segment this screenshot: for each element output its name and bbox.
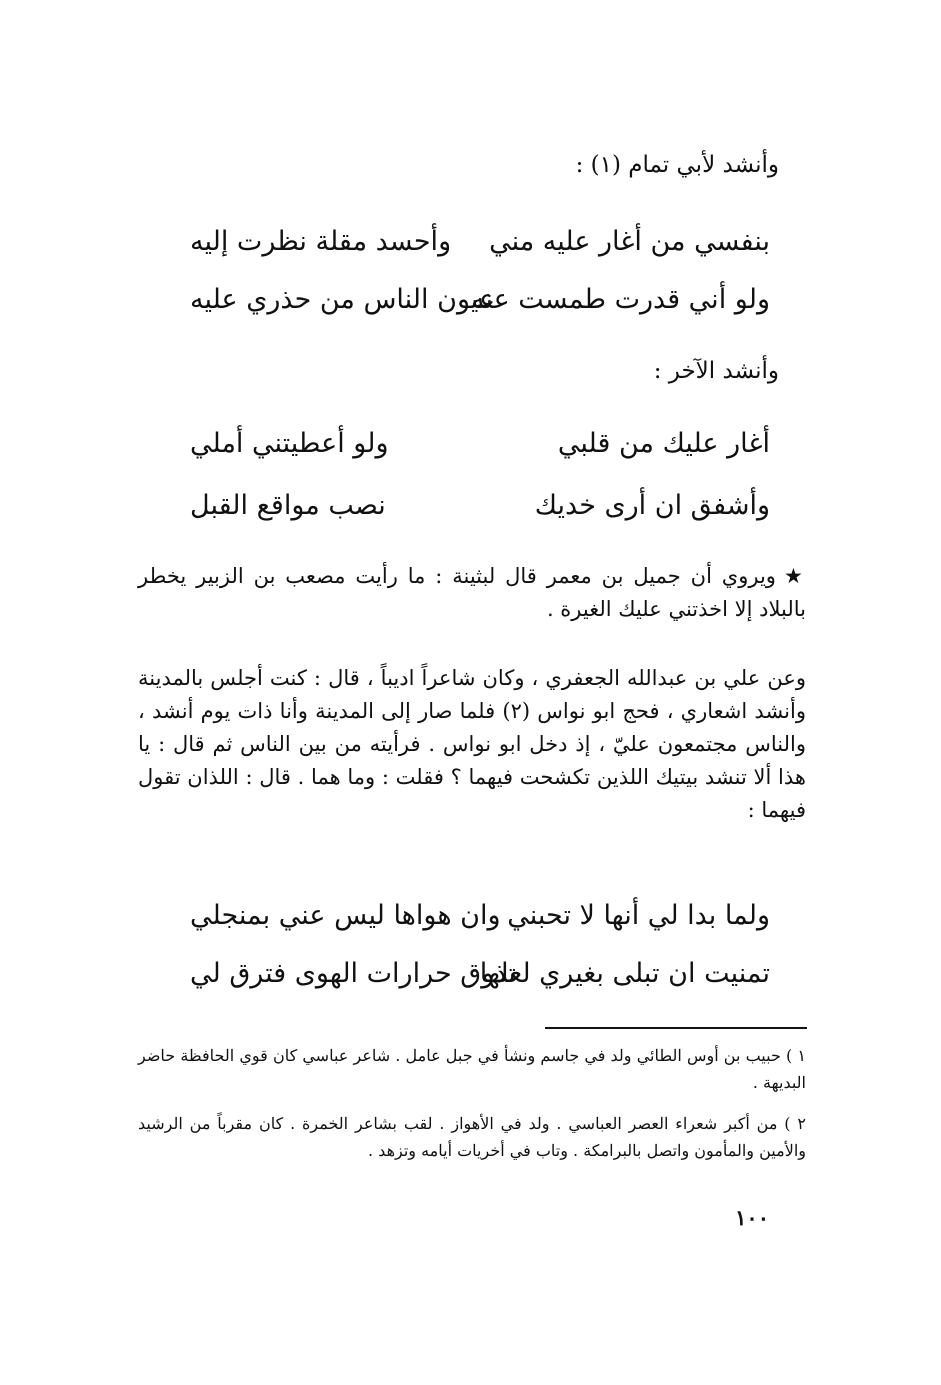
- verse-second-hemistich: نصب مواقع القبل: [190, 490, 386, 521]
- verse-second-hemistich: وأحسد مقلة نظرت إليه: [190, 226, 452, 257]
- intro-abu-tammam: وأنشد لأبي تمام (١) :: [575, 152, 779, 178]
- footnote-1: ١ ) حبيب بن أوس الطائي ولد في جاسم ونشأ في جبل عامل . شاعر عباسي كان قوي الحافظة حاضر البديهة .: [138, 1046, 806, 1092]
- verse-row: [190, 892, 770, 940]
- star-icon: ★: [783, 564, 806, 588]
- verse-first-hemistich: ولو أني قدرت طمست عنه: [470, 284, 770, 315]
- anecdote-paragraph: [138, 560, 806, 626]
- verse-first-hemistich: تمنيت ان تبلى بغيري لعلها: [479, 958, 770, 989]
- verse-row: [190, 482, 770, 530]
- footnote-divider: [545, 1027, 807, 1029]
- verse-row: [190, 420, 770, 468]
- verse-second-hemistich: وان هواها ليس عني بمنجلي: [190, 900, 501, 931]
- verse-second-hemistich: عيون الناس من حذري عليه: [190, 284, 496, 315]
- verse-second-hemistich: ولو أعطيتني أملي: [190, 428, 389, 459]
- verse-first-hemistich: أغار عليك من قلبي: [557, 428, 770, 459]
- verse-first-hemistich: بنفسي من أغار عليه مني: [489, 226, 770, 257]
- verse-second-hemistich: تذوق حرارات الهوى فترق لي: [190, 958, 516, 989]
- verse-row: [190, 218, 770, 266]
- verse-row: [190, 276, 770, 324]
- verse-row: [190, 950, 770, 998]
- anecdote-text: ويروي أن جميل بن معمر قال لبثينة : ما رأيت مصعب بن الزبير يخطر بالبلاد إلا اخذتني عليك الغيرة .: [138, 564, 806, 621]
- intro-other-poet: وأنشد الآخر :: [653, 358, 779, 384]
- verse-first-hemistich: وأشفق ان أرى خديك: [534, 490, 770, 521]
- verse-first-hemistich: ولما بدا لي أنها لا تحبني: [507, 900, 770, 931]
- page-number: ١٠٠: [735, 1205, 769, 1230]
- narrative-paragraph: وعن علي بن عبدالله الجعفري ، وكان شاعراً اديباً ، قال : كنت أجلس بالمدينة وأنشد اشعاري ، فحج ابو نواس (٢) فلما صار إلى المدينة وأنا ذات يوم أنشد ، والناس مجتمعون عليّ ، إذ دخل ابو نواس . فرأيته من بين الناس ثم قال : يا هذا ألا تنشد بيتيك اللذين تكشحت فيهما ؟ فقلت : وما هما . قال : اللذان تقول فيهما :: [138, 666, 806, 822]
- footnote-2: ٢ ) من أكبر شعراء العصر العباسي . ولد في الأهواز . لقب بشاعر الخمرة . كان مقرباً من الرشيد والأمين والمأمون واتصل بالبرامكة . وتاب في أخريات أيامه وتزهد .: [138, 1114, 806, 1160]
